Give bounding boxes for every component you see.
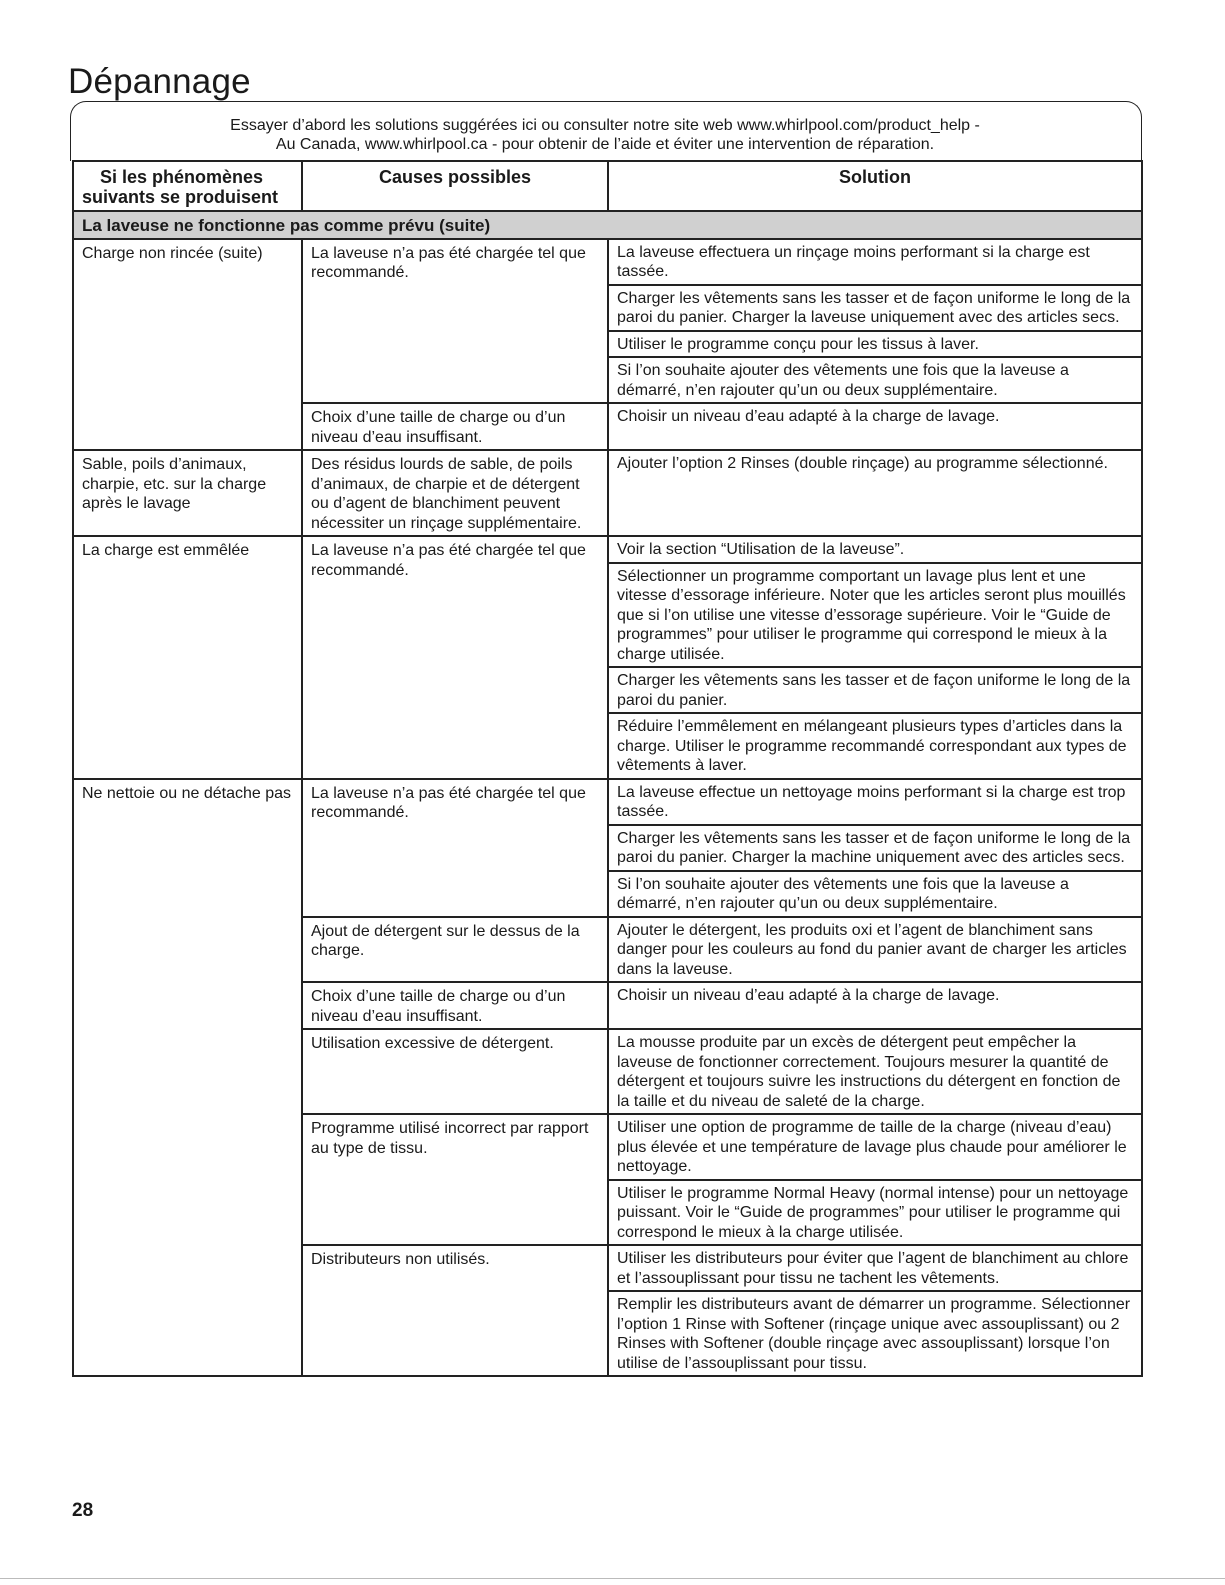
solution-item: Remplir les distributeurs avant de démarrer un programme. Sélectionner l’option 1 Rinse with Softener (rinçage unique avec assouplissant) ou 2 Rinses with Softener (double rinçage avec assouplissant) lorsque l’on utilise de l’assouplissant pour tissu.: [609, 1290, 1141, 1375]
solution-cell: [608, 403, 1142, 450]
solution-item: Utiliser le programme Normal Heavy (normal intense) pour un nettoyage puissant. Voir le “Guide de programmes” pour utiliser le programme qui correspond le mieux à la charge utilisée.: [609, 1179, 1141, 1245]
solution-item: Sélectionner un programme comportant un lavage plus lent et une vitesse d’essorage inférieure. Noter que les articles seront plus mouillés que si l’on utilise une vitesse d’essorage supérieure. Voir le “Guide de programmes” pour utiliser le programme qui correspond le mieux à la charge utilisée.: [609, 562, 1141, 667]
solution-item: Réduire l’emmêlement en mélangeant plusieurs types d’articles dans la charge. Utiliser le programme recommandé correspondant aux types de vêtements à laver.: [609, 712, 1141, 778]
header-symptom-line-2: suivants se produisent: [82, 187, 279, 207]
symptom-cell: Ne nettoie ou ne détache pas: [73, 779, 302, 1377]
symptom-cell: Sable, poils d’animaux, charpie, etc. sur la charge après le lavage: [73, 450, 302, 536]
solution-item: Utiliser le programme conçu pour les tissus à laver.: [609, 330, 1141, 357]
header-symptom: [73, 161, 302, 211]
symptom-cell: Charge non rincée (suite): [73, 239, 302, 451]
page-title: Dépannage: [68, 62, 251, 101]
header-solution: Solution: [608, 161, 1142, 211]
symptom-cell: La charge est emmêlée: [73, 536, 302, 779]
solution-item: Charger les vêtements sans les tasser et de façon uniforme le long de la paroi du panier. Charger la machine uniquement avec des articles secs.: [609, 824, 1141, 870]
solution-cell: [608, 1029, 1142, 1114]
solution-item: La laveuse effectuera un rinçage moins performant si la charge est tassée.: [617, 243, 1090, 280]
cause-cell: Ajout de détergent sur le dessus de la charge.: [302, 917, 608, 983]
cause-cell: La laveuse n’a pas été chargée tel que recommandé.: [302, 239, 608, 404]
header-row: [73, 161, 1142, 211]
cause-cell: Distributeurs non utilisés.: [302, 1245, 608, 1376]
solution-item: Ajouter le détergent, les produits oxi et l’agent de blanchiment sans danger pour les couleurs au fond du panier avant de charger les articles dans la laveuse.: [617, 921, 1127, 978]
troubleshooting-table: [72, 160, 1143, 1377]
solution-item: Voir la section “Utilisation de la laveuse”.: [617, 541, 905, 558]
cause-cell: Utilisation excessive de détergent.: [302, 1029, 608, 1114]
table-row: [73, 239, 1142, 404]
table-row: [73, 536, 1142, 779]
solution-item: Utiliser les distributeurs pour éviter que l’agent de blanchiment au chlore et l’assouplissant pour tissu ne tachent les vêtements.: [617, 1250, 1129, 1287]
solution-cell: [608, 982, 1142, 1029]
solution-cell: [608, 536, 1142, 779]
solution-item: Choisir un niveau d’eau adapté à la charge de lavage.: [617, 408, 1000, 425]
table-row: [73, 779, 1142, 917]
cause-cell: Programme utilisé incorrect par rapport au type de tissu.: [302, 1114, 608, 1245]
solution-cell: [608, 1114, 1142, 1245]
solution-item: Utiliser une option de programme de taille de la charge (niveau d’eau) plus élevée et une température de lavage plus chaude pour améliorer le nettoyage.: [617, 1119, 1127, 1175]
solution-item: Ajouter l’option 2 Rinses (double rinçage) au programme sélectionné.: [617, 455, 1108, 472]
cause-cell: La laveuse n’a pas été chargée tel que recommandé.: [302, 779, 608, 917]
solution-cell: [608, 1245, 1142, 1376]
intro-line-1: Essayer d’abord les solutions suggérées ici ou consulter notre site web www.whirlpool.com/product_help -: [230, 117, 980, 134]
solution-item: La laveuse effectue un nettoyage moins performant si la charge est trop tassée.: [617, 783, 1126, 820]
section-title: La laveuse ne fonctionne pas comme prévu (suite): [73, 211, 1142, 239]
section-row: [73, 211, 1142, 239]
solution-cell: [608, 450, 1142, 536]
intro-line-2: Au Canada, www.whirlpool.ca - pour obtenir de l’aide et éviter une intervention de réparation.: [275, 136, 935, 153]
intro-text: [110, 116, 1100, 154]
header-symptom-line-1: Si les phénomènes: [100, 167, 264, 187]
table-row: [73, 450, 1142, 536]
header-causes: Causes possibles: [302, 161, 608, 211]
solution-item: Choisir un niveau d’eau adapté à la charge de lavage.: [617, 987, 1000, 1004]
solution-item: Charger les vêtements sans les tasser et de façon uniforme le long de la paroi du panier. Charger la laveuse uniquement avec des articles secs.: [609, 284, 1141, 330]
solution-cell: [608, 917, 1142, 983]
cause-cell: La laveuse n’a pas été chargée tel que recommandé.: [302, 536, 608, 779]
solution-item: La mousse produite par un excès de détergent peut empêcher la laveuse de fonctionner correctement. Toujours mesurer la quantité de détergent et toujours suivre les instructions du détergent en fonction de la taille et du niveau de saleté de la charge.: [617, 1034, 1121, 1110]
cause-cell: Des résidus lourds de sable, de poils d’animaux, de charpie et de détergent ou d’agent de blanchiment peuvent nécessiter un rinçage supplémentaire.: [302, 450, 608, 536]
solution-item: Si l’on souhaite ajouter des vêtements une fois que la laveuse a démarré, n’en rajouter qu’un ou deux supplémentaire.: [609, 356, 1141, 402]
solution-cell: [608, 239, 1142, 404]
cause-cell: Choix d’une taille de charge ou d’un niveau d’eau insuffisant.: [302, 403, 608, 450]
solution-cell: [608, 779, 1142, 917]
solution-item: Si l’on souhaite ajouter des vêtements une fois que la laveuse a démarré, n’en rajouter qu’un ou deux supplémentaire.: [609, 870, 1141, 916]
cause-cell: Choix d’une taille de charge ou d’un niveau d’eau insuffisant.: [302, 982, 608, 1029]
solution-item: Charger les vêtements sans les tasser et de façon uniforme le long de la paroi du panier.: [609, 666, 1141, 712]
page-number: 28: [72, 1500, 94, 1521]
bottom-rule: [0, 1578, 1225, 1579]
